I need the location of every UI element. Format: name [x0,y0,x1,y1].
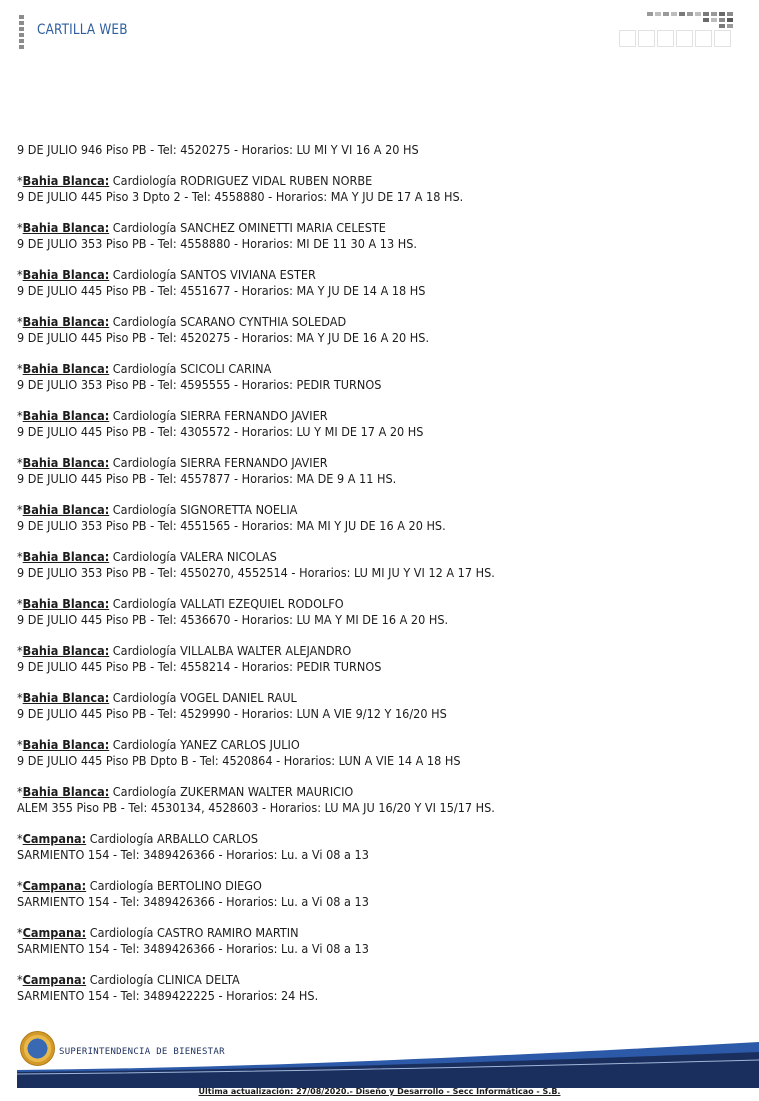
provider-entry [17,549,742,582]
provider-entry [17,408,742,441]
specialty: Cardiología [112,314,177,329]
provider-details: SARMIENTO 154 - Tel: 3489426366 - Horarios: Lu. a Vi 08 a 13 [17,848,369,862]
provider-details: 9 DE JULIO 445 Piso PB - Tel: 4529990 - Horarios: LUN A VIE 9/12 Y 16/20 HS [17,707,447,721]
provider-entry [17,361,742,394]
provider-heading [17,502,699,519]
specialty: Cardiología [112,361,177,376]
city-name: Campana: [22,972,87,987]
pixel-grid-decoration [619,12,741,48]
provider-heading [17,549,699,566]
provider-heading [17,361,699,378]
provider-entry [17,142,742,159]
provider-entry [17,455,742,488]
entry-prefix: * [17,549,23,564]
city-name: Bahia Blanca: [22,408,110,423]
entry-prefix: * [17,502,23,517]
provider-heading [17,643,699,660]
city-name: Bahia Blanca: [22,267,110,282]
page-footer [17,1028,759,1088]
provider-name: SIGNORETTA NOELIA [180,502,298,517]
provider-name: CLINICA DELTA [157,972,240,987]
provider-name: SANCHEZ OMINETTI MARIA CELESTE [180,220,386,235]
app-title: CARTILLA WEB [37,22,128,38]
specialty: Cardiología [89,831,154,846]
entry-prefix: * [17,173,23,188]
provider-details: 9 DE JULIO 353 Piso PB - Tel: 4558880 - Horarios: MI DE 11 30 A 13 HS. [17,237,417,251]
provider-details: 9 DE JULIO 445 Piso PB - Tel: 4558214 - Horarios: PEDIR TURNOS [17,660,382,674]
provider-entry [17,220,742,253]
provider-entry [17,643,742,676]
provider-details: 9 DE JULIO 353 Piso PB - Tel: 4595555 - Horarios: PEDIR TURNOS [17,378,382,392]
entry-prefix: * [17,972,23,987]
provider-heading [17,878,699,895]
entry-prefix: * [17,361,23,376]
entry-prefix: * [17,925,23,940]
provider-details: 9 DE JULIO 445 Piso PB - Tel: 4536670 - Horarios: LU MA Y MI DE 16 A 20 HS. [17,613,449,627]
provider-name: VOGEL DANIEL RAUL [180,690,297,705]
city-name: Campana: [22,878,87,893]
city-name: Bahia Blanca: [22,784,110,799]
entry-prefix: * [17,643,23,658]
specialty: Cardiología [89,925,154,940]
entry-prefix: * [17,690,23,705]
provider-details: 9 DE JULIO 445 Piso PB - Tel: 4520275 - Horarios: MA Y JU DE 16 A 20 HS. [17,331,430,345]
provider-heading [17,408,699,425]
provider-name: SIERRA FERNANDO JAVIER [180,408,328,423]
entry-prefix: * [17,408,23,423]
provider-name: VALERA NICOLAS [180,549,277,564]
provider-name: ZUKERMAN WALTER MAURICIO [180,784,354,799]
entry-prefix: * [17,737,23,752]
provider-entry [17,596,742,629]
specialty: Cardiología [89,972,154,987]
footer-wave-decoration [17,1028,759,1088]
provider-heading [17,925,699,942]
specialty: Cardiología [112,596,177,611]
provider-entry [17,267,742,300]
entry-prefix: * [17,784,23,799]
city-name: Campana: [22,925,87,940]
provider-details: SARMIENTO 154 - Tel: 3489422225 - Horarios: 24 HS. [17,989,319,1003]
specialty: Cardiología [112,549,177,564]
provider-list [17,142,742,1019]
provider-name: CASTRO RAMIRO MARTIN [157,925,299,940]
provider-entry [17,690,742,723]
provider-details: 9 DE JULIO 445 Piso PB - Tel: 4557877 - Horarios: MA DE 9 A 11 HS. [17,472,397,486]
provider-details: 9 DE JULIO 353 Piso PB - Tel: 4551565 - Horarios: MA MI Y JU DE 16 A 20 HS. [17,519,446,533]
provider-name: SCICOLI CARINA [180,361,272,376]
provider-name: YANEZ CARLOS JULIO [180,737,300,752]
provider-name: VALLATI EZEQUIEL RODOLFO [180,596,344,611]
specialty: Cardiología [112,220,177,235]
provider-name: SANTOS VIVIANA ESTER [180,267,316,282]
specialty: Cardiología [89,878,154,893]
header-bar-decoration [19,15,24,48]
provider-entry [17,737,742,770]
specialty: Cardiología [112,737,177,752]
city-name: Bahia Blanca: [22,455,110,470]
provider-details: ALEM 355 Piso PB - Tel: 4530134, 4528603 - Horarios: LU MA JU 16/20 Y VI 15/17 HS. [17,801,495,815]
specialty: Cardiología [112,408,177,423]
provider-details: 9 DE JULIO 445 Piso PB - Tel: 4305572 - Horarios: LU Y MI DE 17 A 20 HS [17,425,424,439]
provider-entry [17,925,742,958]
provider-entry [17,502,742,535]
provider-name: SIERRA FERNANDO JAVIER [180,455,328,470]
provider-heading [17,737,699,754]
provider-entry [17,784,742,817]
provider-entry [17,314,742,347]
provider-name: VILLALBA WALTER ALEJANDRO [180,643,352,658]
entry-prefix: * [17,455,23,470]
city-name: Bahia Blanca: [22,643,110,658]
provider-heading [17,831,699,848]
last-update-text: Última actualización: 27/08/2020.- Diseño y Desarrollo - Secc Informáticao - S.B. [198,1087,561,1096]
provider-details: SARMIENTO 154 - Tel: 3489426366 - Horarios: Lu. a Vi 08 a 13 [17,942,369,956]
city-name: Bahia Blanca: [22,314,110,329]
city-name: Campana: [22,831,87,846]
city-name: Bahia Blanca: [22,596,110,611]
entry-prefix: * [17,596,23,611]
provider-heading [17,690,699,707]
provider-heading [17,784,699,801]
provider-name: BERTOLINO DIEGO [157,878,262,893]
provider-heading [17,173,699,190]
emblem-seal-icon [20,1031,55,1066]
specialty: Cardiología [112,784,177,799]
city-name: Bahia Blanca: [22,549,110,564]
provider-heading [17,220,699,237]
provider-entry [17,878,742,911]
entry-prefix: * [17,878,23,893]
provider-heading [17,267,699,284]
provider-details: 9 DE JULIO 445 Piso PB Dpto B - Tel: 4520864 - Horarios: LUN A VIE 14 A 18 HS [17,754,461,768]
city-name: Bahia Blanca: [22,173,110,188]
city-name: Bahia Blanca: [22,502,110,517]
provider-details: 9 DE JULIO 353 Piso PB - Tel: 4550270, 4552514 - Horarios: LU MI JU Y VI 12 A 17 HS. [17,566,495,580]
entry-prefix: * [17,831,23,846]
city-name: Bahia Blanca: [22,737,110,752]
provider-entry [17,972,742,1005]
provider-name: RODRIGUEZ VIDAL RUBEN NORBE [180,173,373,188]
provider-heading [17,596,699,613]
provider-entry [17,831,742,864]
provider-name: SCARANO CYNTHIA SOLEDAD [180,314,347,329]
entry-prefix: * [17,314,23,329]
provider-details: SARMIENTO 154 - Tel: 3489426366 - Horarios: Lu. a Vi 08 a 13 [17,895,369,909]
city-name: Bahia Blanca: [22,361,110,376]
specialty: Cardiología [112,690,177,705]
specialty: Cardiología [112,455,177,470]
city-name: Bahia Blanca: [22,220,110,235]
provider-details: 9 DE JULIO 445 Piso 3 Dpto 2 - Tel: 4558880 - Horarios: MA Y JU DE 17 A 18 HS. [17,190,464,204]
provider-heading [17,314,699,331]
provider-name: ARBALLO CARLOS [157,831,258,846]
provider-details: 9 DE JULIO 946 Piso PB - Tel: 4520275 - Horarios: LU MI Y VI 16 A 20 HS [17,143,419,157]
entry-prefix: * [17,267,23,282]
specialty: Cardiología [112,502,177,517]
organization-name: SUPERINTENDENCIA DE BIENESTAR [59,1047,225,1057]
specialty: Cardiología [112,267,177,282]
entry-prefix: * [17,220,23,235]
provider-heading [17,972,699,989]
city-name: Bahia Blanca: [22,690,110,705]
specialty: Cardiología [112,173,177,188]
provider-entry [17,173,742,206]
provider-details: 9 DE JULIO 445 Piso PB - Tel: 4551677 - Horarios: MA Y JU DE 14 A 18 HS [17,284,426,298]
provider-heading [17,455,699,472]
specialty: Cardiología [112,643,177,658]
page-header [0,0,759,60]
